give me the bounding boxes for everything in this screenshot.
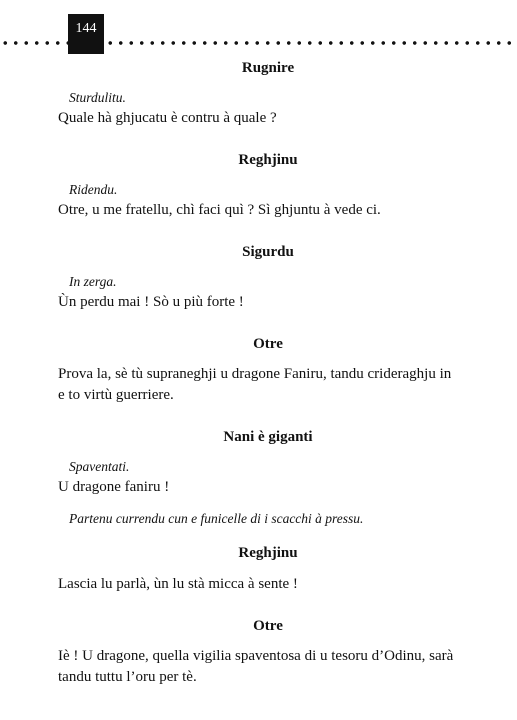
stage-direction: Sturdulitu. (69, 90, 126, 105)
dialogue-line: tandu tuttu l’oru per tè. (58, 669, 197, 685)
play-text (58, 58, 478, 688)
stage-direction: Spaventati. (69, 459, 130, 474)
dialogue-line: Lascia lu parlà, ùn lu stà micca à sente ! (58, 576, 298, 592)
speaker-name: Rugnire (241, 60, 295, 76)
speaker-name: Reghjinu (238, 545, 298, 561)
dialogue-line: Otre, u me fratellu, chì faci quì ? Sì ghjuntu à vede ci. (58, 202, 381, 218)
dialogue-line: Quale hà ghjucatu è contru à quale ? (58, 110, 277, 126)
dialogue-line: Ùn perdu mai ! Sò u più forte ! (58, 294, 244, 310)
page-number-text: 144 (75, 21, 97, 36)
dialogue-line: U dragone faniru ! (58, 479, 170, 495)
dialogue-line: Iè ! U dragone, quella vigilia spaventosa di u tesoru d’Odinu, sarà (58, 648, 454, 664)
stage-direction: Partenu currendu cun e funicelle di i scacchi à pressu. (69, 511, 364, 526)
speaker-name: Otre (253, 336, 283, 352)
stage-direction: In zerga. (69, 274, 117, 289)
speaker-name: Sigurdu (242, 244, 294, 260)
dialogue-line: Prova la, sè tù supraneghji u dragone Faniru, tandu crideraghju in (58, 366, 452, 382)
dialogue-line: e to virtù guerriere. (58, 387, 174, 403)
speaker-name: Nani è giganti (223, 429, 313, 445)
stage-direction: Ridendu. (69, 182, 118, 197)
page-number (68, 14, 104, 54)
speaker-name: Reghjinu (238, 152, 298, 168)
speaker-name: Otre (253, 618, 283, 634)
